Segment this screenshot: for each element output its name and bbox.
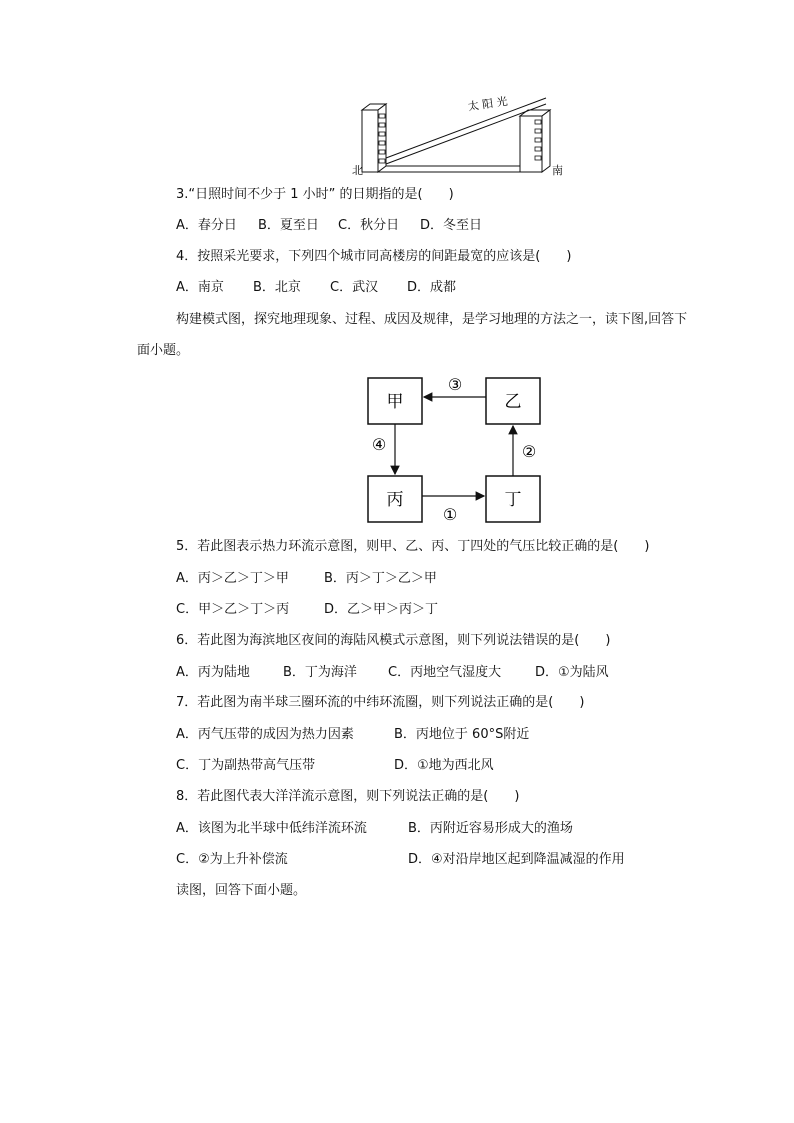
arrow-3-label: ③ [447,375,463,394]
question-3-options [176,217,482,235]
q7-option-a[interactable]: A．丙气压带的成因为热力因素 [176,727,354,742]
q8-option-a[interactable]: A．该图为北半球中低纬洋流环流 [176,821,367,836]
question-8-options-row-1 [176,820,573,838]
q4-option-b[interactable]: B．北京 [253,280,301,295]
arrow-1-label: ① [442,505,458,524]
question-7-options-row-1 [176,726,529,744]
box-ding-label: 丁 [504,490,522,510]
question-3-stem: 3.“日照时间不少于 1 小时” 的日期指的是( ) [176,187,454,202]
box-bing-label: 丙 [386,490,404,510]
north-label: 北 [352,164,363,177]
ground-plane [378,166,520,172]
q3-option-a[interactable]: A．春分日 [176,218,237,233]
box-jia-label: 甲 [386,392,404,412]
question-5-options-row-2 [176,601,438,619]
q5-option-b[interactable]: B．丙＞丁＞乙＞甲 [324,571,437,586]
q8-option-c[interactable]: C．②为上升补偿流 [176,852,288,867]
intro-paragraph-line-1: 构建模式图，探究地理现象、过程、成因及规律，是学习地理的方法之一，读下图,回答下 [176,312,688,327]
question-7-stem: 7．若此图为南半球三圈环流的中纬环流圈，则下列说法正确的是( ) [176,695,585,710]
arrow-2-label: ② [521,442,537,461]
q3-option-c[interactable]: C．秋分日 [338,218,400,233]
q6-option-b[interactable]: B．丁为海洋 [283,665,357,680]
question-4-stem: 4．按照采光要求，下列四个城市同高楼房的间距最宽的应该是( ) [176,249,572,264]
question-8-options-row-2 [176,851,625,869]
question-8-stem: 8．若此图代表大洋洋流示意图，则下列说法正确的是( ) [176,789,520,804]
q4-option-a[interactable]: A．南京 [176,280,224,295]
q7-option-c[interactable]: C．丁为副热带高气压带 [176,758,316,773]
q5-option-a[interactable]: A．丙＞乙＞丁＞甲 [176,571,289,586]
q6-option-a[interactable]: A．丙为陆地 [176,665,250,680]
q3-option-d[interactable]: D．冬至日 [420,218,483,233]
circulation-model-figure [362,372,548,524]
q3-option-b[interactable]: B．夏至日 [258,218,319,233]
q5-option-c[interactable]: C．甲＞乙＞丁＞丙 [176,602,290,617]
intro-paragraph-line-2: 面小题。 [137,343,190,358]
intro-paragraph-2: 读图，回答下面小题。 [176,883,307,898]
q7-option-b[interactable]: B．丙地位于 60°S附近 [394,727,530,742]
q7-option-d[interactable]: D．①地为西北风 [394,758,494,773]
north-building [362,104,386,172]
arrow-4-label: ④ [371,435,387,454]
box-yi-label: 乙 [504,392,522,412]
question-4-options [176,279,456,297]
q8-option-b[interactable]: B．丙附近容易形成大的渔场 [408,821,573,836]
sunlight-label: 太 阳 光 [467,94,509,114]
south-building [520,110,550,172]
sunlight-building-figure [350,92,570,178]
question-5-stem: 5．若此图表示热力环流示意图，则甲、乙、丙、丁四处的气压比较正确的是( ) [176,539,650,554]
q4-option-c[interactable]: C．武汉 [330,280,379,295]
question-5-options-row-1 [176,570,437,588]
question-6-stem: 6．若此图为海滨地区夜间的海陆风模式示意图，则下列说法错误的是( ) [176,633,611,648]
q6-option-c[interactable]: C．丙地空气湿度大 [388,665,502,680]
q6-option-d[interactable]: D．①为陆风 [535,665,609,680]
question-7-options-row-2 [176,757,494,775]
question-6-options [176,664,609,682]
south-label: 南 [552,164,563,177]
q8-option-d[interactable]: D．④对沿岸地区起到降温减湿的作用 [408,852,625,867]
q4-option-d[interactable]: D．成都 [407,280,457,295]
q5-option-d[interactable]: D．乙＞甲＞丙＞丁 [324,602,439,617]
